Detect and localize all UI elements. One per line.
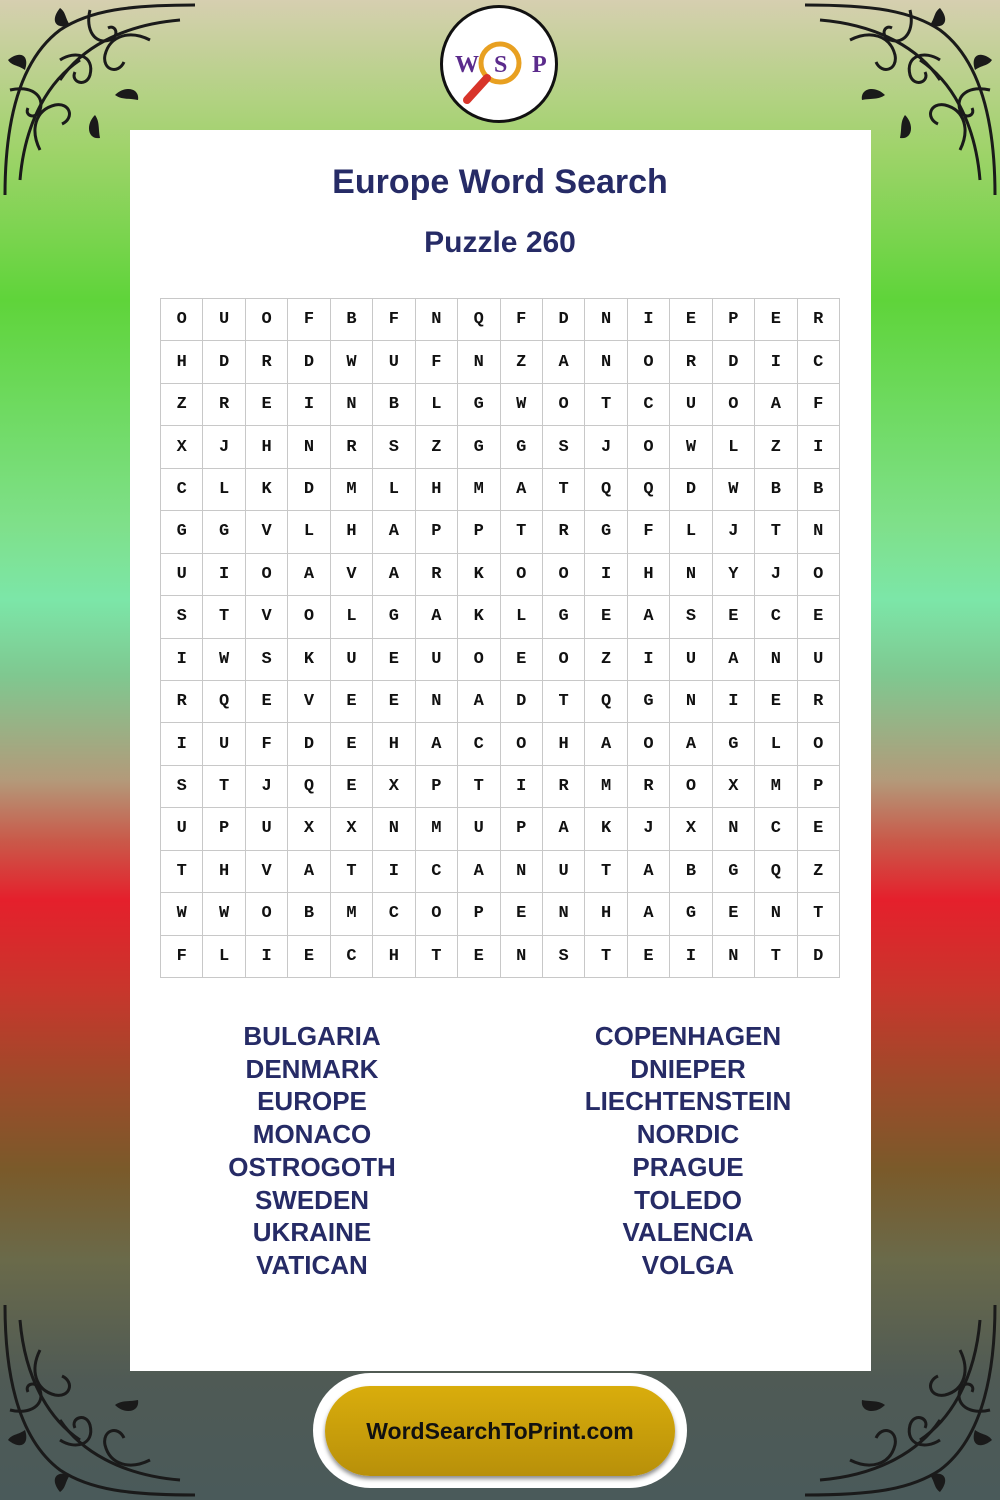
grid-cell: I [246,936,288,978]
puzzle-number: Puzzle 260 [424,226,576,259]
grid-cell: S [161,766,203,808]
grid-cell: W [713,469,755,511]
grid-cell: I [585,554,627,596]
grid-cell: M [331,893,373,935]
grid-cell: D [288,723,330,765]
grid-cell: O [670,766,712,808]
grid-cell: O [416,893,458,935]
grid-cell: I [203,554,245,596]
grid-cell: A [373,511,415,553]
grid-cell: G [543,596,585,638]
grid-cell: Z [161,384,203,426]
grid-cell: Z [501,341,543,383]
grid-cell: R [246,341,288,383]
grid-cell: K [458,596,500,638]
grid-cell: O [161,299,203,341]
grid-cell: C [161,469,203,511]
grid-cell: A [543,341,585,383]
grid-cell: R [670,341,712,383]
grid-cell: E [713,893,755,935]
grid-cell: M [416,808,458,850]
word-list-item: UKRAINE [252,1217,372,1248]
grid-cell: X [670,808,712,850]
grid-cell: F [416,341,458,383]
grid-cell: V [246,511,288,553]
grid-cell: A [713,639,755,681]
grid-cell: A [288,554,330,596]
grid-cell: E [628,936,670,978]
grid-cell: D [713,341,755,383]
grid-cell: N [755,893,797,935]
grid-cell: N [501,851,543,893]
grid-cell: I [501,766,543,808]
logo-letter-p: P [532,52,547,78]
grid-cell: D [203,341,245,383]
grid-cell: U [331,639,373,681]
word-list-left [162,1020,462,1282]
grid-cell: N [798,511,840,553]
grid-cell: T [585,384,627,426]
grid-cell: L [713,426,755,468]
grid-cell: M [331,469,373,511]
grid-cell: E [331,723,373,765]
grid-cell: N [670,554,712,596]
word-list-item: OSTROGOTH [228,1151,396,1182]
grid-cell: Q [628,469,670,511]
grid-cell: O [458,639,500,681]
grid-cell: X [713,766,755,808]
page-title: Europe Word Search [332,163,668,201]
grid-cell: H [628,554,670,596]
grid-cell: P [458,511,500,553]
grid-cell: N [288,426,330,468]
word-list-item: SWEDEN [254,1184,370,1215]
grid-cell: O [501,723,543,765]
grid-cell: O [798,723,840,765]
grid-cell: N [585,299,627,341]
grid-cell: G [585,511,627,553]
word-list-item: DENMARK [245,1053,379,1084]
grid-cell: O [798,554,840,596]
grid-cell: B [331,299,373,341]
grid-cell: J [628,808,670,850]
word-list-item: VATICAN [256,1249,368,1280]
grid-cell: A [628,851,670,893]
grid-cell: A [458,851,500,893]
grid-cell: X [288,808,330,850]
grid-cell: R [798,299,840,341]
grid-cell: A [416,723,458,765]
grid-cell: B [798,469,840,511]
grid-cell: O [628,723,670,765]
grid-cell: T [161,851,203,893]
grid-cell: O [628,426,670,468]
grid-cell: H [161,341,203,383]
word-list-item: VOLGA [641,1249,735,1280]
grid-cell: G [501,426,543,468]
grid-cell: B [755,469,797,511]
grid-cell: G [373,596,415,638]
grid-cell: P [501,808,543,850]
grid-cell: Q [755,851,797,893]
grid-cell: V [331,554,373,596]
grid-cell: I [798,426,840,468]
grid-cell: S [543,936,585,978]
grid-cell: C [755,808,797,850]
grid-cell: N [585,341,627,383]
grid-cell: H [246,426,288,468]
grid-cell: V [246,596,288,638]
grid-cell: O [246,554,288,596]
grid-cell: W [331,341,373,383]
grid-cell: Y [713,554,755,596]
grid-cell: I [161,639,203,681]
grid-cell: R [161,681,203,723]
grid-cell: L [373,469,415,511]
grid-cell: S [161,596,203,638]
grid-cell: U [670,384,712,426]
grid-cell: F [373,299,415,341]
grid-cell: T [755,511,797,553]
grid-cell: T [458,766,500,808]
grid-cell: N [501,936,543,978]
grid-cell: Z [585,639,627,681]
word-list-item: VALENCIA [622,1217,754,1248]
grid-cell: U [458,808,500,850]
grid-cell: W [161,893,203,935]
grid-cell: D [798,936,840,978]
grid-cell: C [458,723,500,765]
grid-cell: G [161,511,203,553]
grid-cell: E [331,681,373,723]
grid-cell: E [501,893,543,935]
grid-cell: W [203,639,245,681]
grid-cell: O [543,554,585,596]
logo-letter-w: W [455,52,479,78]
grid-cell: S [670,596,712,638]
grid-cell: O [501,554,543,596]
grid-cell: Q [203,681,245,723]
grid-cell: E [458,936,500,978]
grid-cell: T [585,851,627,893]
grid-cell: I [628,299,670,341]
grid-cell: R [543,511,585,553]
grid-cell: A [288,851,330,893]
word-list-item: PRAGUE [632,1151,744,1182]
logo-letter-s: S [494,52,508,78]
grid-cell: M [458,469,500,511]
grid-cell: L [416,384,458,426]
grid-cell: T [543,469,585,511]
grid-cell: Q [585,681,627,723]
grid-cell: A [670,723,712,765]
grid-cell: G [670,893,712,935]
grid-cell: A [543,808,585,850]
grid-cell: G [458,426,500,468]
grid-cell: X [331,808,373,850]
grid-cell: S [373,426,415,468]
grid-cell: C [331,936,373,978]
grid-cell: E [331,766,373,808]
grid-cell: O [628,341,670,383]
grid-cell: C [798,341,840,383]
grid-cell: J [246,766,288,808]
grid-cell: L [755,723,797,765]
grid-cell: N [416,681,458,723]
grid-cell: I [288,384,330,426]
grid-cell: K [288,639,330,681]
grid-cell: N [416,299,458,341]
grid-cell: U [798,639,840,681]
grid-cell: R [416,554,458,596]
grid-cell: B [670,851,712,893]
grid-cell: E [501,639,543,681]
grid-cell: J [755,554,797,596]
grid-cell: E [755,681,797,723]
grid-cell: E [798,808,840,850]
grid-cell: A [373,554,415,596]
grid-cell: G [713,851,755,893]
grid-cell: O [288,596,330,638]
grid-cell: C [373,893,415,935]
wsp-logo [440,5,558,123]
grid-cell: A [585,723,627,765]
word-list-item: DNIEPER [630,1053,746,1084]
grid-cell: E [373,681,415,723]
grid-cell: T [203,596,245,638]
grid-cell: B [373,384,415,426]
grid-cell: Q [458,299,500,341]
grid-cell: S [543,426,585,468]
grid-cell: N [373,808,415,850]
grid-cell: K [585,808,627,850]
grid-cell: P [713,299,755,341]
grid-cell: Q [585,469,627,511]
grid-cell: G [458,384,500,426]
grid-cell: N [713,936,755,978]
word-list-item: COPENHAGEN [594,1021,782,1051]
grid-cell: I [628,639,670,681]
grid-cell: R [798,681,840,723]
grid-cell: T [585,936,627,978]
grid-cell: L [670,511,712,553]
grid-cell: Z [416,426,458,468]
grid-cell: T [755,936,797,978]
grid-cell: E [713,596,755,638]
grid-cell: O [543,639,585,681]
grid-cell: I [670,936,712,978]
grid-cell: R [628,766,670,808]
grid-cell: O [713,384,755,426]
grid-cell: E [373,639,415,681]
grid-cell: P [798,766,840,808]
grid-cell: T [203,766,245,808]
grid-cell: M [755,766,797,808]
grid-cell: N [713,808,755,850]
grid-cell: P [416,766,458,808]
grid-cell: E [670,299,712,341]
word-list-right [538,1020,838,1282]
grid-cell: H [373,723,415,765]
grid-cell: C [628,384,670,426]
word-list-item: BULGARIA [243,1021,381,1051]
grid-cell: L [203,936,245,978]
grid-cell: W [203,893,245,935]
grid-cell: U [543,851,585,893]
grid-cell: D [670,469,712,511]
grid-cell: N [755,639,797,681]
grid-cell: U [161,808,203,850]
grid-cell: U [203,299,245,341]
grid-cell: M [585,766,627,808]
grid-cell: G [713,723,755,765]
word-list-item: MONACO [252,1119,372,1150]
grid-cell: D [501,681,543,723]
grid-cell: O [246,299,288,341]
grid-cell: D [543,299,585,341]
grid-cell: U [246,808,288,850]
letter-grid [160,298,840,978]
grid-cell: N [670,681,712,723]
grid-cell: X [373,766,415,808]
grid-cell: L [331,596,373,638]
grid-cell: K [458,554,500,596]
word-list-item: TOLEDO [634,1184,742,1215]
word-list-item: EUROPE [257,1086,367,1117]
grid-cell: U [670,639,712,681]
website-link-button[interactable]: WordSearchToPrint.com [325,1386,675,1476]
grid-cell: E [585,596,627,638]
grid-cell: D [288,341,330,383]
grid-cell: N [458,341,500,383]
grid-cell: O [543,384,585,426]
grid-cell: F [501,299,543,341]
grid-cell: I [161,723,203,765]
grid-cell: F [288,299,330,341]
grid-cell: W [501,384,543,426]
grid-cell: B [288,893,330,935]
grid-cell: L [203,469,245,511]
grid-cell: V [246,851,288,893]
grid-cell: K [246,469,288,511]
grid-cell: U [373,341,415,383]
grid-cell: F [798,384,840,426]
grid-cell: P [458,893,500,935]
grid-cell: I [713,681,755,723]
grid-cell: J [713,511,755,553]
grid-cell: T [331,851,373,893]
grid-cell: N [331,384,373,426]
grid-cell: F [628,511,670,553]
grid-cell: F [161,936,203,978]
grid-cell: D [288,469,330,511]
grid-cell: A [501,469,543,511]
grid-cell: T [501,511,543,553]
grid-cell: G [628,681,670,723]
grid-cell: H [373,936,415,978]
grid-cell: T [798,893,840,935]
word-list-item: LIECHTENSTEIN [584,1086,792,1117]
grid-cell: A [458,681,500,723]
grid-cell: Z [755,426,797,468]
grid-cell: T [543,681,585,723]
grid-cell: E [798,596,840,638]
grid-cell: H [331,511,373,553]
grid-cell: R [203,384,245,426]
grid-cell: Z [798,851,840,893]
grid-cell: P [416,511,458,553]
grid-cell: E [288,936,330,978]
grid-cell: E [246,681,288,723]
grid-cell: L [501,596,543,638]
grid-cell: E [755,299,797,341]
grid-cell: L [288,511,330,553]
grid-cell: I [755,341,797,383]
grid-cell: F [246,723,288,765]
grid-cell: C [416,851,458,893]
grid-cell: W [670,426,712,468]
grid-cell: R [543,766,585,808]
grid-cell: U [161,554,203,596]
grid-cell: S [246,639,288,681]
grid-cell: U [416,639,458,681]
grid-cell: I [373,851,415,893]
grid-cell: H [416,469,458,511]
grid-cell: J [585,426,627,468]
grid-cell: O [246,893,288,935]
grid-cell: H [543,723,585,765]
grid-cell: H [203,851,245,893]
grid-cell: J [203,426,245,468]
grid-cell: H [585,893,627,935]
grid-cell: A [628,596,670,638]
grid-cell: N [543,893,585,935]
grid-cell: X [161,426,203,468]
grid-cell: U [203,723,245,765]
grid-cell: A [628,893,670,935]
grid-cell: R [331,426,373,468]
grid-cell: A [416,596,458,638]
grid-cell: Q [288,766,330,808]
grid-cell: C [755,596,797,638]
grid-cell: T [416,936,458,978]
word-list-item: NORDIC [636,1119,740,1150]
grid-cell: E [246,384,288,426]
grid-cell: P [203,808,245,850]
grid-cell: V [288,681,330,723]
grid-cell: G [203,511,245,553]
grid-cell: A [755,384,797,426]
